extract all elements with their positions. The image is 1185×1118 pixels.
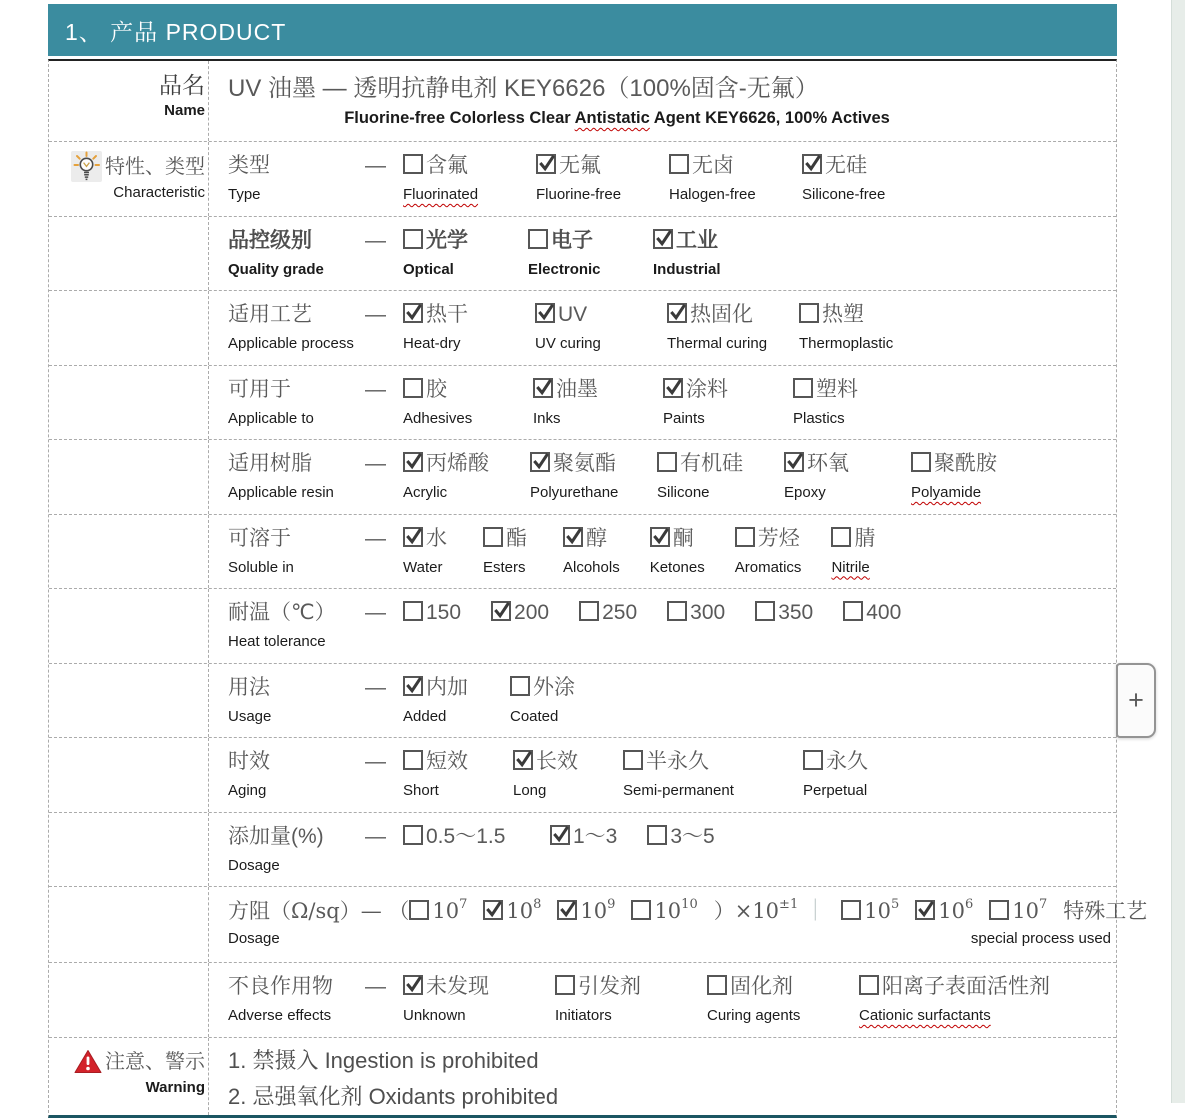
option-label-zh: 短效 [403,747,483,777]
option [623,747,773,812]
checked-checkbox[interactable] [403,303,423,323]
row-label-zh: 品控级别 [228,228,312,252]
table-row-aging [49,738,1116,813]
option [403,598,461,663]
table-row-dosage [49,813,1116,888]
unchecked-checkbox[interactable] [647,825,667,845]
row-side-cell [49,664,209,738]
lightbulb-icon [71,151,102,182]
table-row-soluble [49,515,1116,590]
option [555,972,677,1037]
row-label-en: Heat tolerance [228,633,326,650]
option [793,375,893,440]
option-label-zh: 200 [491,598,549,628]
option-label-en: Coated [510,707,559,725]
checked-checkbox[interactable] [533,378,553,398]
checked-checkbox[interactable] [557,900,577,920]
table-row-usage [49,664,1144,739]
resistance-line [228,896,1148,927]
checked-checkbox[interactable] [535,303,555,323]
option-label-zh: 丙烯酸 [403,449,500,479]
table-row-type [49,142,1116,217]
option-label-zh: 长效 [513,747,593,777]
row-label-en: Applicable resin [228,484,334,501]
dash: — [365,824,386,848]
option [530,449,627,514]
option-label-zh: 聚氨酯 [530,449,627,479]
option-label-zh: 300 [667,598,725,628]
row-label-en: Dosage [228,856,280,874]
row-side-cell [49,366,209,440]
option-label-en: Perpetual [803,782,868,799]
option-label-en: Fluorine-free [536,186,622,203]
row-side-cell [49,589,209,663]
resistance-label-left: Dosage [228,930,280,947]
row-label-en: Applicable process [228,335,354,352]
row-label-zh: 时效 [228,750,270,773]
option [510,673,587,738]
row-label-en: Aging [228,782,267,799]
checked-checkbox[interactable] [491,601,511,621]
option-label-zh: 油墨 [533,375,633,405]
option-label-zh: 聚酰胺 [911,449,1008,479]
checked-checkbox[interactable] [403,527,423,547]
row-label-en: Quality grade [228,260,324,278]
option-label-zh: 涂料 [663,375,763,405]
checked-checkbox[interactable] [663,378,683,398]
option-label-zh: 酯 [483,524,533,554]
option-label-en: Nitrile [831,558,870,576]
document-page [48,4,1148,1118]
row-label-zh: 适用工艺 [228,303,312,326]
checked-checkbox[interactable] [667,303,687,323]
option-label-zh: 热干 [403,300,505,330]
unchecked-checkbox[interactable] [841,900,861,920]
option-label-en: Inks [533,409,561,427]
row-label-zh: 添加量(%) [228,824,324,848]
unchecked-checkbox[interactable] [623,750,643,770]
option-label-en: Optical [403,260,454,278]
option-label-en: Initiators [555,1007,612,1024]
row-label-zh: 类型 [228,154,270,177]
option-label-en: UV curing [535,335,601,352]
unchecked-checkbox[interactable] [989,900,1009,920]
option [403,300,505,365]
unchecked-checkbox[interactable] [510,676,530,696]
option-label-zh: 未发现 [403,972,525,1002]
dash: — [365,601,386,624]
warning-line: 1. 禁摄入 Ingestion is prohibited [228,1047,539,1073]
option-label-zh: 0.5～1.5 [403,822,520,852]
row-side-cell [49,887,209,962]
option [663,375,763,440]
unchecked-checkbox[interactable] [735,527,755,547]
row-side-cell [49,440,209,514]
option-label-zh: 水 [403,524,453,554]
option-label-en: Electronic [528,260,601,278]
dash: — [365,975,386,998]
unchecked-checkbox[interactable] [707,975,727,995]
option-label-en: Plastics [793,409,845,427]
option-label-en: Thermoplastic [799,335,894,352]
dash: — [365,303,386,326]
option [403,226,498,291]
row-side-cell [49,515,209,589]
option [803,747,883,812]
option-label-en: Silicone [657,484,710,501]
option-label-en: Long [513,782,547,799]
option-label-en: Cationic surfactants [859,1007,991,1024]
option [735,524,802,589]
option-label-en: Silicone-free [802,186,886,203]
option-label-zh: 外涂 [510,673,587,703]
table-row-resin [49,440,1116,515]
checked-checkbox[interactable] [403,452,423,472]
option-label-en: Esters [483,558,526,576]
row-label-zh: 可溶于 [228,526,291,550]
option-label-en: Industrial [653,260,721,278]
option [657,449,754,514]
option-label-zh: 芳烃 [735,524,802,554]
option: $10^8$ [483,899,541,923]
option [784,449,881,514]
unchecked-checkbox[interactable] [669,154,689,174]
checked-checkbox[interactable] [403,975,423,995]
option-label-en: Acrylic [403,484,448,501]
resistance-text: 特殊工艺 [1063,899,1148,923]
option-label-en: Semi-permanent [623,782,734,799]
section-title: 1、 产品 PRODUCT [65,18,287,45]
option-label-en: Polyurethane [530,484,619,501]
option [563,524,620,589]
unchecked-checkbox[interactable] [843,601,863,621]
exponent: ±1 [779,897,799,912]
checked-checkbox[interactable] [513,750,533,770]
resistance-text: 方阻（Ω/sq）— （ [228,899,410,923]
option-label-zh: 半永久 [623,747,773,777]
checked-checkbox[interactable] [530,452,550,472]
unchecked-checkbox[interactable] [555,975,575,995]
option: $10^7$ [409,899,467,923]
checked-checkbox[interactable] [653,229,673,249]
insert-row-plus-button[interactable] [1116,663,1156,738]
option: $10^7$ [989,899,1047,923]
option [403,375,503,440]
option-label-zh: 工业 [653,226,748,256]
table-row-grade [49,217,1116,292]
option [669,151,772,216]
option: $10^5$ [841,899,899,923]
row-label-en: Type [228,186,261,203]
option-label-zh: 醇 [563,524,620,554]
unchecked-checkbox[interactable] [631,900,651,920]
row-side-cell [49,963,209,1037]
unchecked-checkbox[interactable] [799,303,819,323]
option [535,300,637,365]
option-label-zh: 热塑 [799,300,901,330]
side-label-zh: 品名 [159,72,205,98]
row-label-en: Applicable to [228,409,314,427]
option [403,673,480,738]
option-label-zh: 电子 [528,226,623,256]
table-row-process [49,291,1116,366]
dash: — [365,526,386,550]
option-label-zh: 热固化 [667,300,769,330]
option [653,226,748,291]
option [802,151,905,216]
option [528,226,623,291]
side-label-en: Name [164,102,205,119]
option-label-en: Epoxy [784,484,826,501]
option-label-en: Adhesives [403,409,473,427]
option-label-en: Added [403,707,447,725]
table-row-applicable [49,366,1116,441]
row-label-zh: 可用于 [228,377,291,401]
checked-checkbox[interactable] [802,154,822,174]
row-label-zh: 用法 [228,675,270,699]
option-label-zh: 有机硅 [657,449,754,479]
unchecked-checkbox[interactable] [831,527,851,547]
unchecked-checkbox[interactable] [409,900,429,920]
option [579,598,637,663]
row-side-cell [49,738,209,812]
option: $10^{10}$ [631,899,697,923]
unchecked-checkbox[interactable] [403,154,423,174]
option [403,449,500,514]
unchecked-checkbox[interactable] [403,229,423,249]
option-label-zh: 含氟 [403,151,506,181]
option-label-zh: 无卤 [669,151,772,181]
unchecked-checkbox[interactable] [403,825,423,845]
unchecked-checkbox[interactable] [859,975,879,995]
option [513,747,593,812]
warning-icon [74,1049,102,1074]
side-label-en: Warning [145,1078,205,1096]
checked-checkbox[interactable] [784,452,804,472]
option-label-zh: 胶 [403,375,503,405]
section-header-bar [48,4,1117,56]
option-label-en: Aromatics [734,558,802,576]
plus-icon: + [1128,684,1144,715]
dash: — [365,154,386,177]
side-label-zh: 特性、类型 [105,155,205,178]
row-side-cell [49,142,209,216]
window-edge-strip [1171,0,1185,1103]
row-side-cell [49,217,209,291]
separator: ｜ [804,899,827,924]
option-label-en: Fluorinated [403,186,479,203]
product-name-en: Fluorine-free Colorless Clear Antistatic Agent KEY6626, 100% Actives [344,109,890,127]
option [911,449,1008,514]
option [755,598,813,663]
option [533,375,633,440]
option [403,151,506,216]
option [403,747,483,812]
dash: — [365,377,386,401]
option [483,524,533,589]
resistance-text: ）×10 [713,899,780,923]
option [491,598,549,663]
option-label-zh: 无氟 [536,151,639,181]
option [647,822,714,887]
option-label-zh: 250 [579,598,637,628]
row-label-en: Adverse effects [228,1007,332,1024]
option-label-zh: 光学 [403,226,498,256]
unchecked-checkbox[interactable] [911,452,931,472]
dash: — [365,750,386,773]
option-label-zh: UV [535,300,637,330]
unchecked-checkbox[interactable] [803,750,823,770]
unchecked-checkbox[interactable] [403,750,423,770]
checked-checkbox[interactable] [550,825,570,845]
table-row-heat [49,589,1116,664]
table-row-adverse [49,963,1116,1038]
option-label-zh: 引发剂 [555,972,677,1002]
option [831,524,881,589]
option: $10^6$ [915,899,973,923]
resistance-label-right: special process used [970,930,1111,947]
option-label-zh: 350 [755,598,813,628]
option-label-zh: 酮 [650,524,705,554]
option [550,822,617,887]
option-label-en: Short [403,782,439,799]
option-label-zh: 环氧 [784,449,881,479]
option [403,524,453,589]
unchecked-checkbox[interactable] [528,229,548,249]
row-label-zh: 适用树脂 [228,452,312,475]
unchecked-checkbox[interactable] [579,601,599,621]
dash: — [365,675,386,699]
option: $10^9$ [557,899,615,923]
dash: — [365,452,386,475]
unchecked-checkbox[interactable] [793,378,813,398]
option-label-en: Unknown [403,1007,466,1024]
side-label-en: Characteristic [113,184,205,201]
option [859,972,1050,1037]
checked-checkbox[interactable] [650,527,670,547]
row-side-cell [49,813,209,887]
dash: — [365,228,386,252]
option-label-en: Water [403,558,443,576]
row-label-en: Usage [228,707,272,725]
product-name-zh: UV 油墨 — 透明抗静电剂 KEY6626（100%固含-无氟） [228,75,819,102]
option [667,598,725,663]
side-label-zh: 注意、警示 [105,1050,205,1073]
option-label-zh: 阳离子表面活性剂 [859,972,1050,1002]
option [707,972,829,1037]
option-label-zh: 永久 [803,747,883,777]
option [403,822,520,887]
row-label-en: Soluble in [228,558,294,576]
unchecked-checkbox[interactable] [403,601,423,621]
option-label-zh: 1～3 [550,822,617,852]
option-label-en: Heat-dry [403,335,461,352]
option [799,300,901,365]
option [403,972,525,1037]
checked-checkbox[interactable] [563,527,583,547]
warning-line: 2. 忌强氧化剂 Oxidants prohibited [228,1083,559,1109]
checked-checkbox[interactable] [403,676,423,696]
option [650,524,705,589]
option-label-zh: 150 [403,598,461,628]
option-label-en: Curing agents [707,1007,801,1024]
table-row-name [49,61,1116,142]
option [536,151,639,216]
row-label-zh: 耐温（℃） [228,601,336,624]
row-side-cell [49,61,209,141]
option-label-zh: 塑料 [793,375,893,405]
option-label-zh: 400 [843,598,901,628]
unchecked-checkbox[interactable] [483,527,503,547]
option-label-en: Halogen-free [669,186,756,203]
option-label-zh: 固化剂 [707,972,829,1002]
option [667,300,769,365]
option-label-zh: 内加 [403,673,480,703]
table-row-resistance [49,887,1148,963]
product-spec-table [48,59,1148,1118]
unchecked-checkbox[interactable] [755,601,775,621]
checked-checkbox[interactable] [915,900,935,920]
option-label-zh: 腈 [831,524,881,554]
unchecked-checkbox[interactable] [667,601,687,621]
option [843,598,901,663]
option-label-en: Ketones [649,558,705,576]
option-label-zh: 3～5 [647,822,714,852]
option-label-en: Alcohols [563,558,620,576]
checked-checkbox[interactable] [483,900,503,920]
option-label-zh: 无硅 [802,151,905,181]
unchecked-checkbox[interactable] [403,378,423,398]
option-label-en: Paints [663,409,705,427]
option-label-en: Polyamide [911,484,982,501]
row-side-cell [49,291,209,365]
unchecked-checkbox[interactable] [657,452,677,472]
checked-checkbox[interactable] [536,154,556,174]
row-label-zh: 不良作用物 [228,975,333,998]
option-label-en: Thermal curing [667,335,768,352]
